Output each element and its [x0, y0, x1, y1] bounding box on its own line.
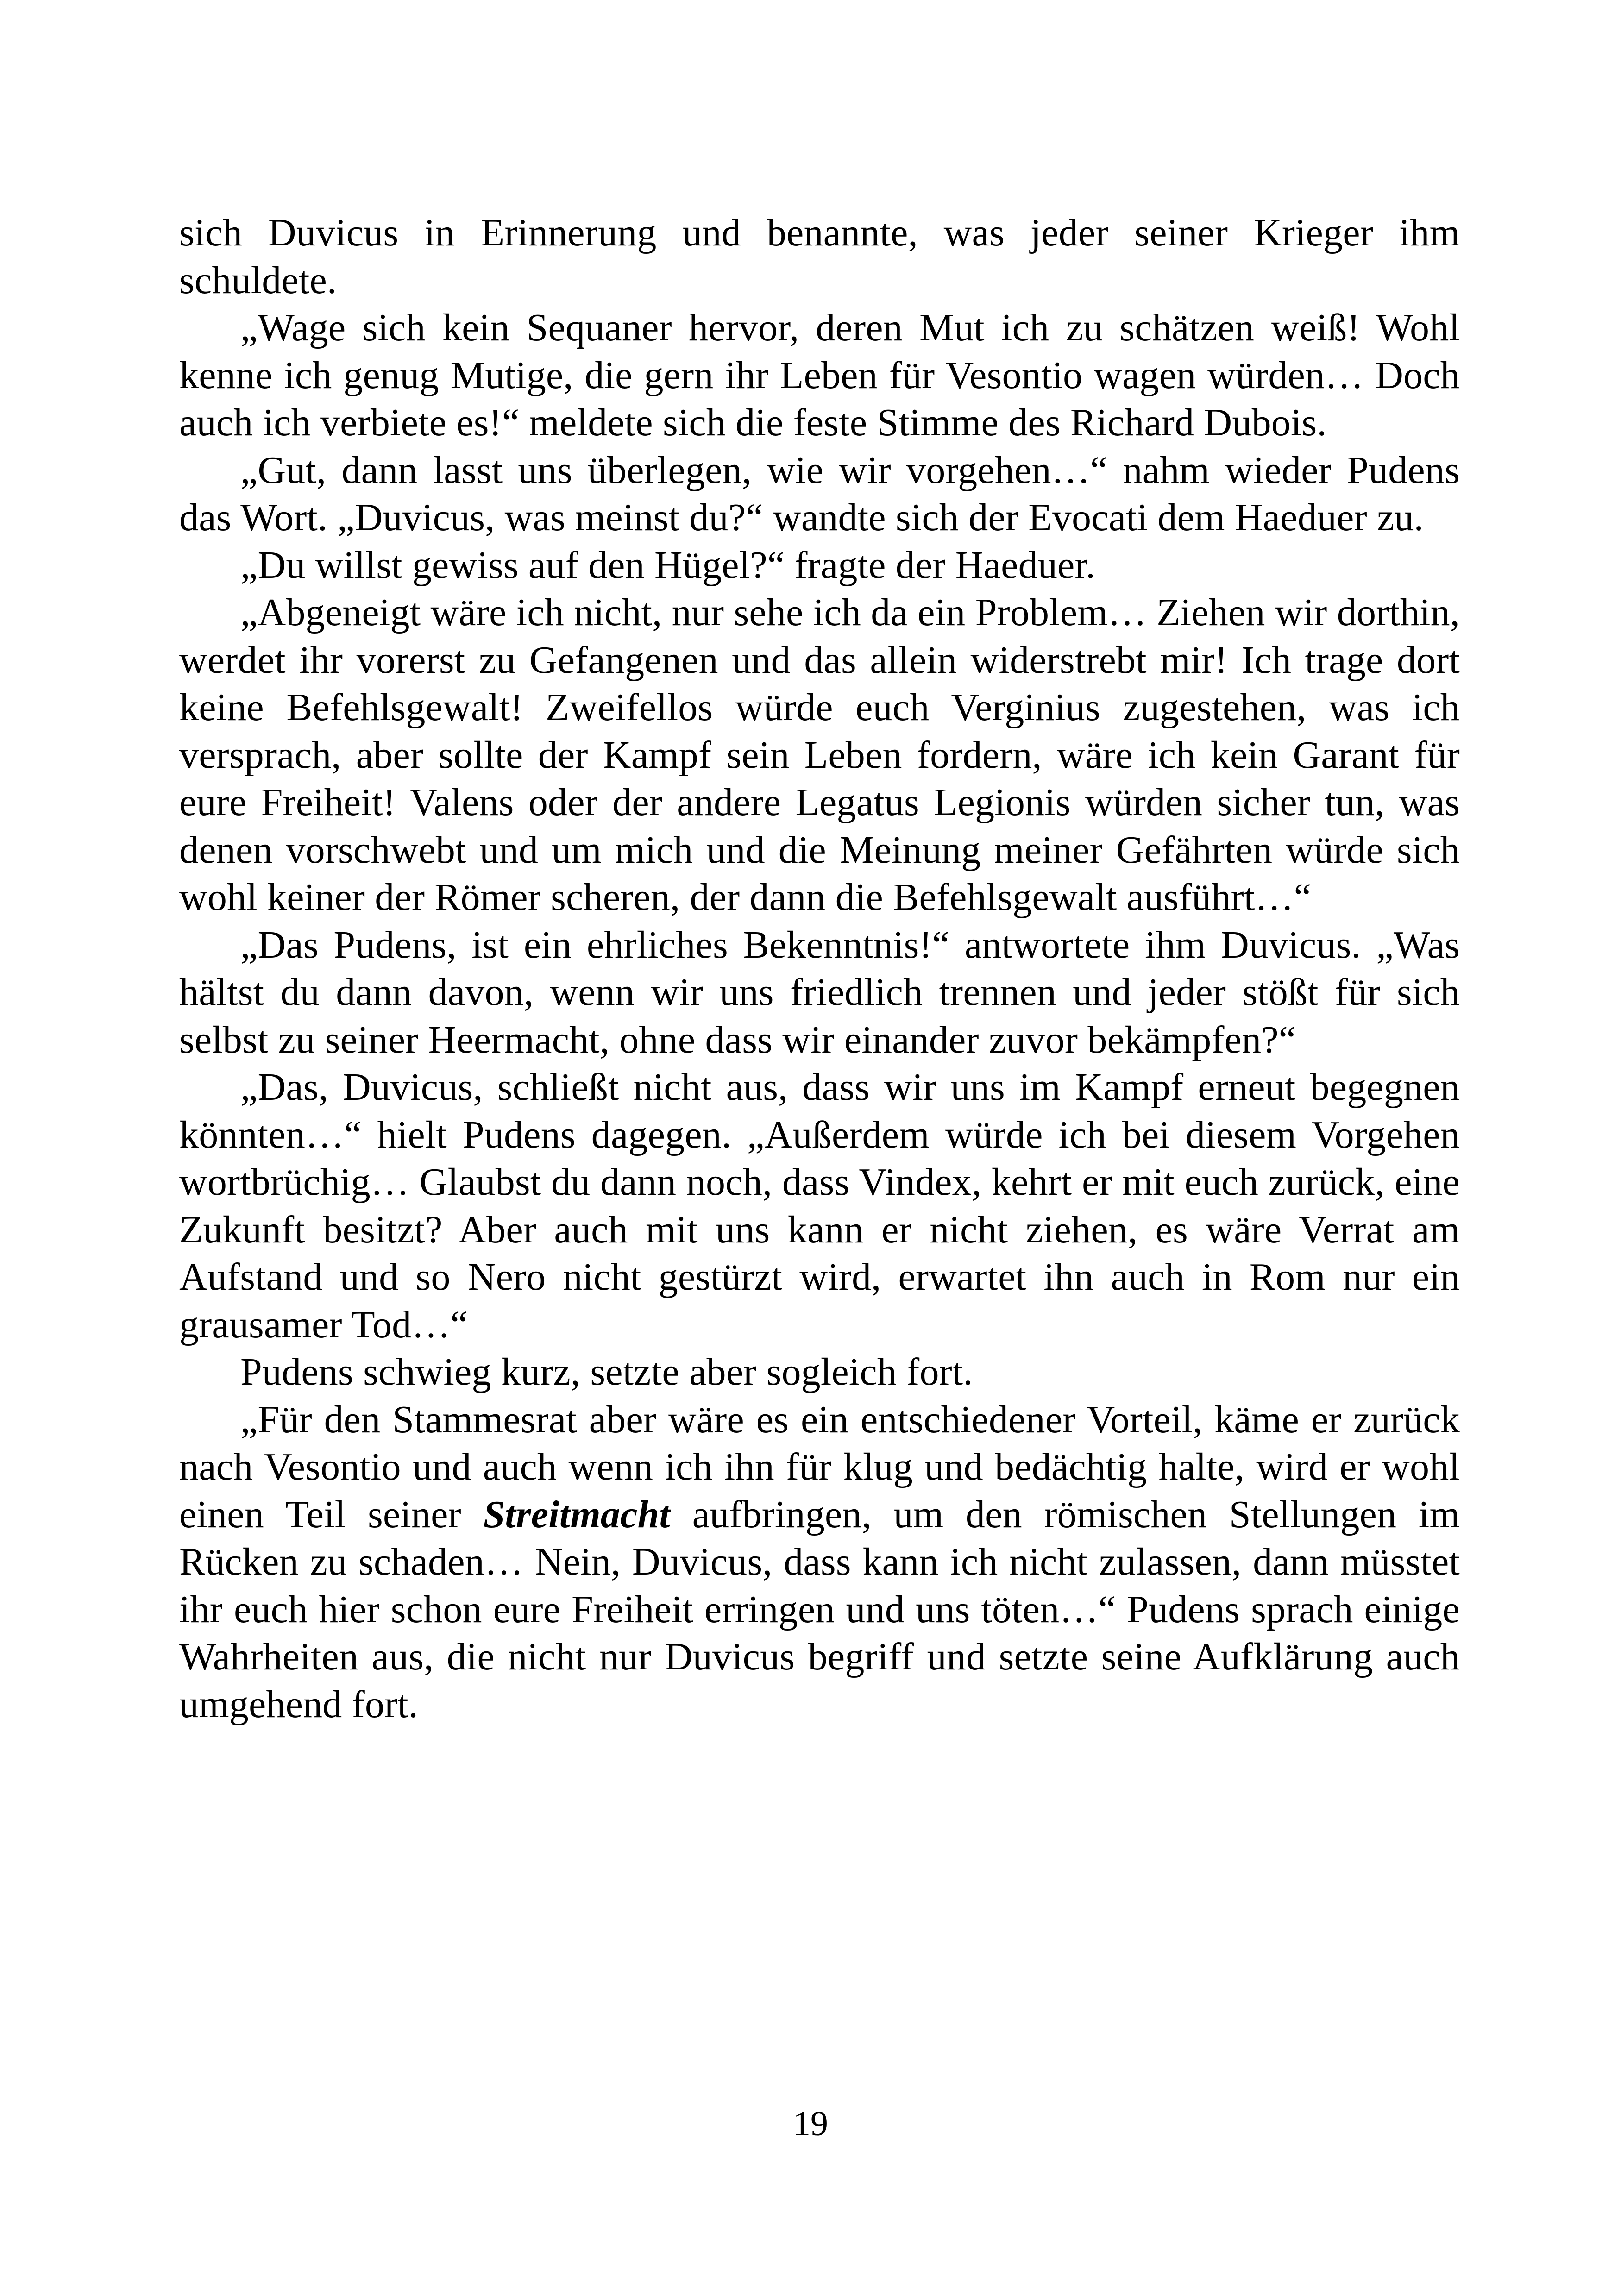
page-number: 19 — [793, 2104, 828, 2143]
paragraph: „Das, Duvicus, schließt nicht aus, dass wir uns im Kampf erneut begegnen könnten…“ hielt Pudens dagegen. „Außerdem würde ich bei diesem Vorgehen wortbrüchig… Glaubst du dann noch, dass Vindex, kehrt er mit euch zurück, eine Zukunft besitzt? Aber auch mit uns kann er nicht ziehen, es wäre Verrat am Aufstand und so Nero nicht gestürzt wird, erwartet ihn auch in Rom nur ein grausamer Tod…“ — [179, 1066, 1460, 1346]
paragraph: „Gut, dann lasst uns überlegen, wie wir vorgehen…“ nahm wieder Pudens das Wort. „Duvicus, was meinst du?“ wandte sich der Evocati dem Haeduer zu. — [179, 448, 1460, 539]
paragraph: „Wage sich kein Sequaner hervor, deren Mut ich zu schätzen weiß! Wohl kenne ich genug Mutige, die gern ihr Leben für Vesontio wagen würden… Doch auch ich verbiete es!“ meldete sich die feste Stimme des Richard Dubois. — [179, 306, 1460, 444]
paragraph: sich Duvicus in Erinnerung und benannte, was jeder seiner Krieger ihm schuldete. — [179, 211, 1460, 302]
paragraph: „Abgeneigt wäre ich nicht, nur sehe ich da ein Problem… Ziehen wir dorthin, werdet ihr vorerst zu Gefangenen und das allein widerstrebt mir! Ich trage dort keine Befehlsgewalt! Zweifellos würde euch Verginius zugestehen, was ich versprach, aber sollte der Kampf sein Leben fordern, wäre ich kein Garant für eure Freiheit! Valens oder der andere Legatus Legionis würden sicher tun, was denen vorschwebt und um mich und die Meinung meiner Gefährten würde sich wohl keiner der Römer scheren, der dann die Befehlsgewalt ausführt…“ — [179, 591, 1460, 919]
paragraph: „Für den Stammesrat aber wäre es ein entschiedener Vorteil, käme er zurück nach Vesontio und auch wenn ich ihn für klug und bedächtig halte, wird er wohl einen Teil seiner Streitmacht aufbringen, um den römischen Stellungen im Rücken zu schaden… Nein, Duvicus, dass kann ich nicht zulassen, dann müsstet ihr euch hier schon eure Freiheit erringen und uns töten…“ Pudens sprach einige Wahrheiten aus, die nicht nur Duvicus begriff und setzte seine Aufklärung auch umgehend fort. — [179, 1398, 1460, 1726]
body-text — [179, 209, 1460, 1728]
paragraph: „Das Pudens, ist ein ehrliches Bekenntnis!“ antwortete ihm Duvicus. „Was hältst du dann davon, wenn wir uns friedlich trennen und jeder stößt für sich selbst zu seiner Heermacht, ohne dass wir einander zuvor bekämpfen?“ — [179, 923, 1460, 1061]
emphasized-word: Streitmacht — [483, 1493, 671, 1536]
paragraph: Pudens schwieg kurz, setzte aber sogleich fort. — [240, 1350, 973, 1393]
paragraph: „Du willst gewiss auf den Hügel?“ fragte der Haeduer. — [240, 543, 1096, 587]
